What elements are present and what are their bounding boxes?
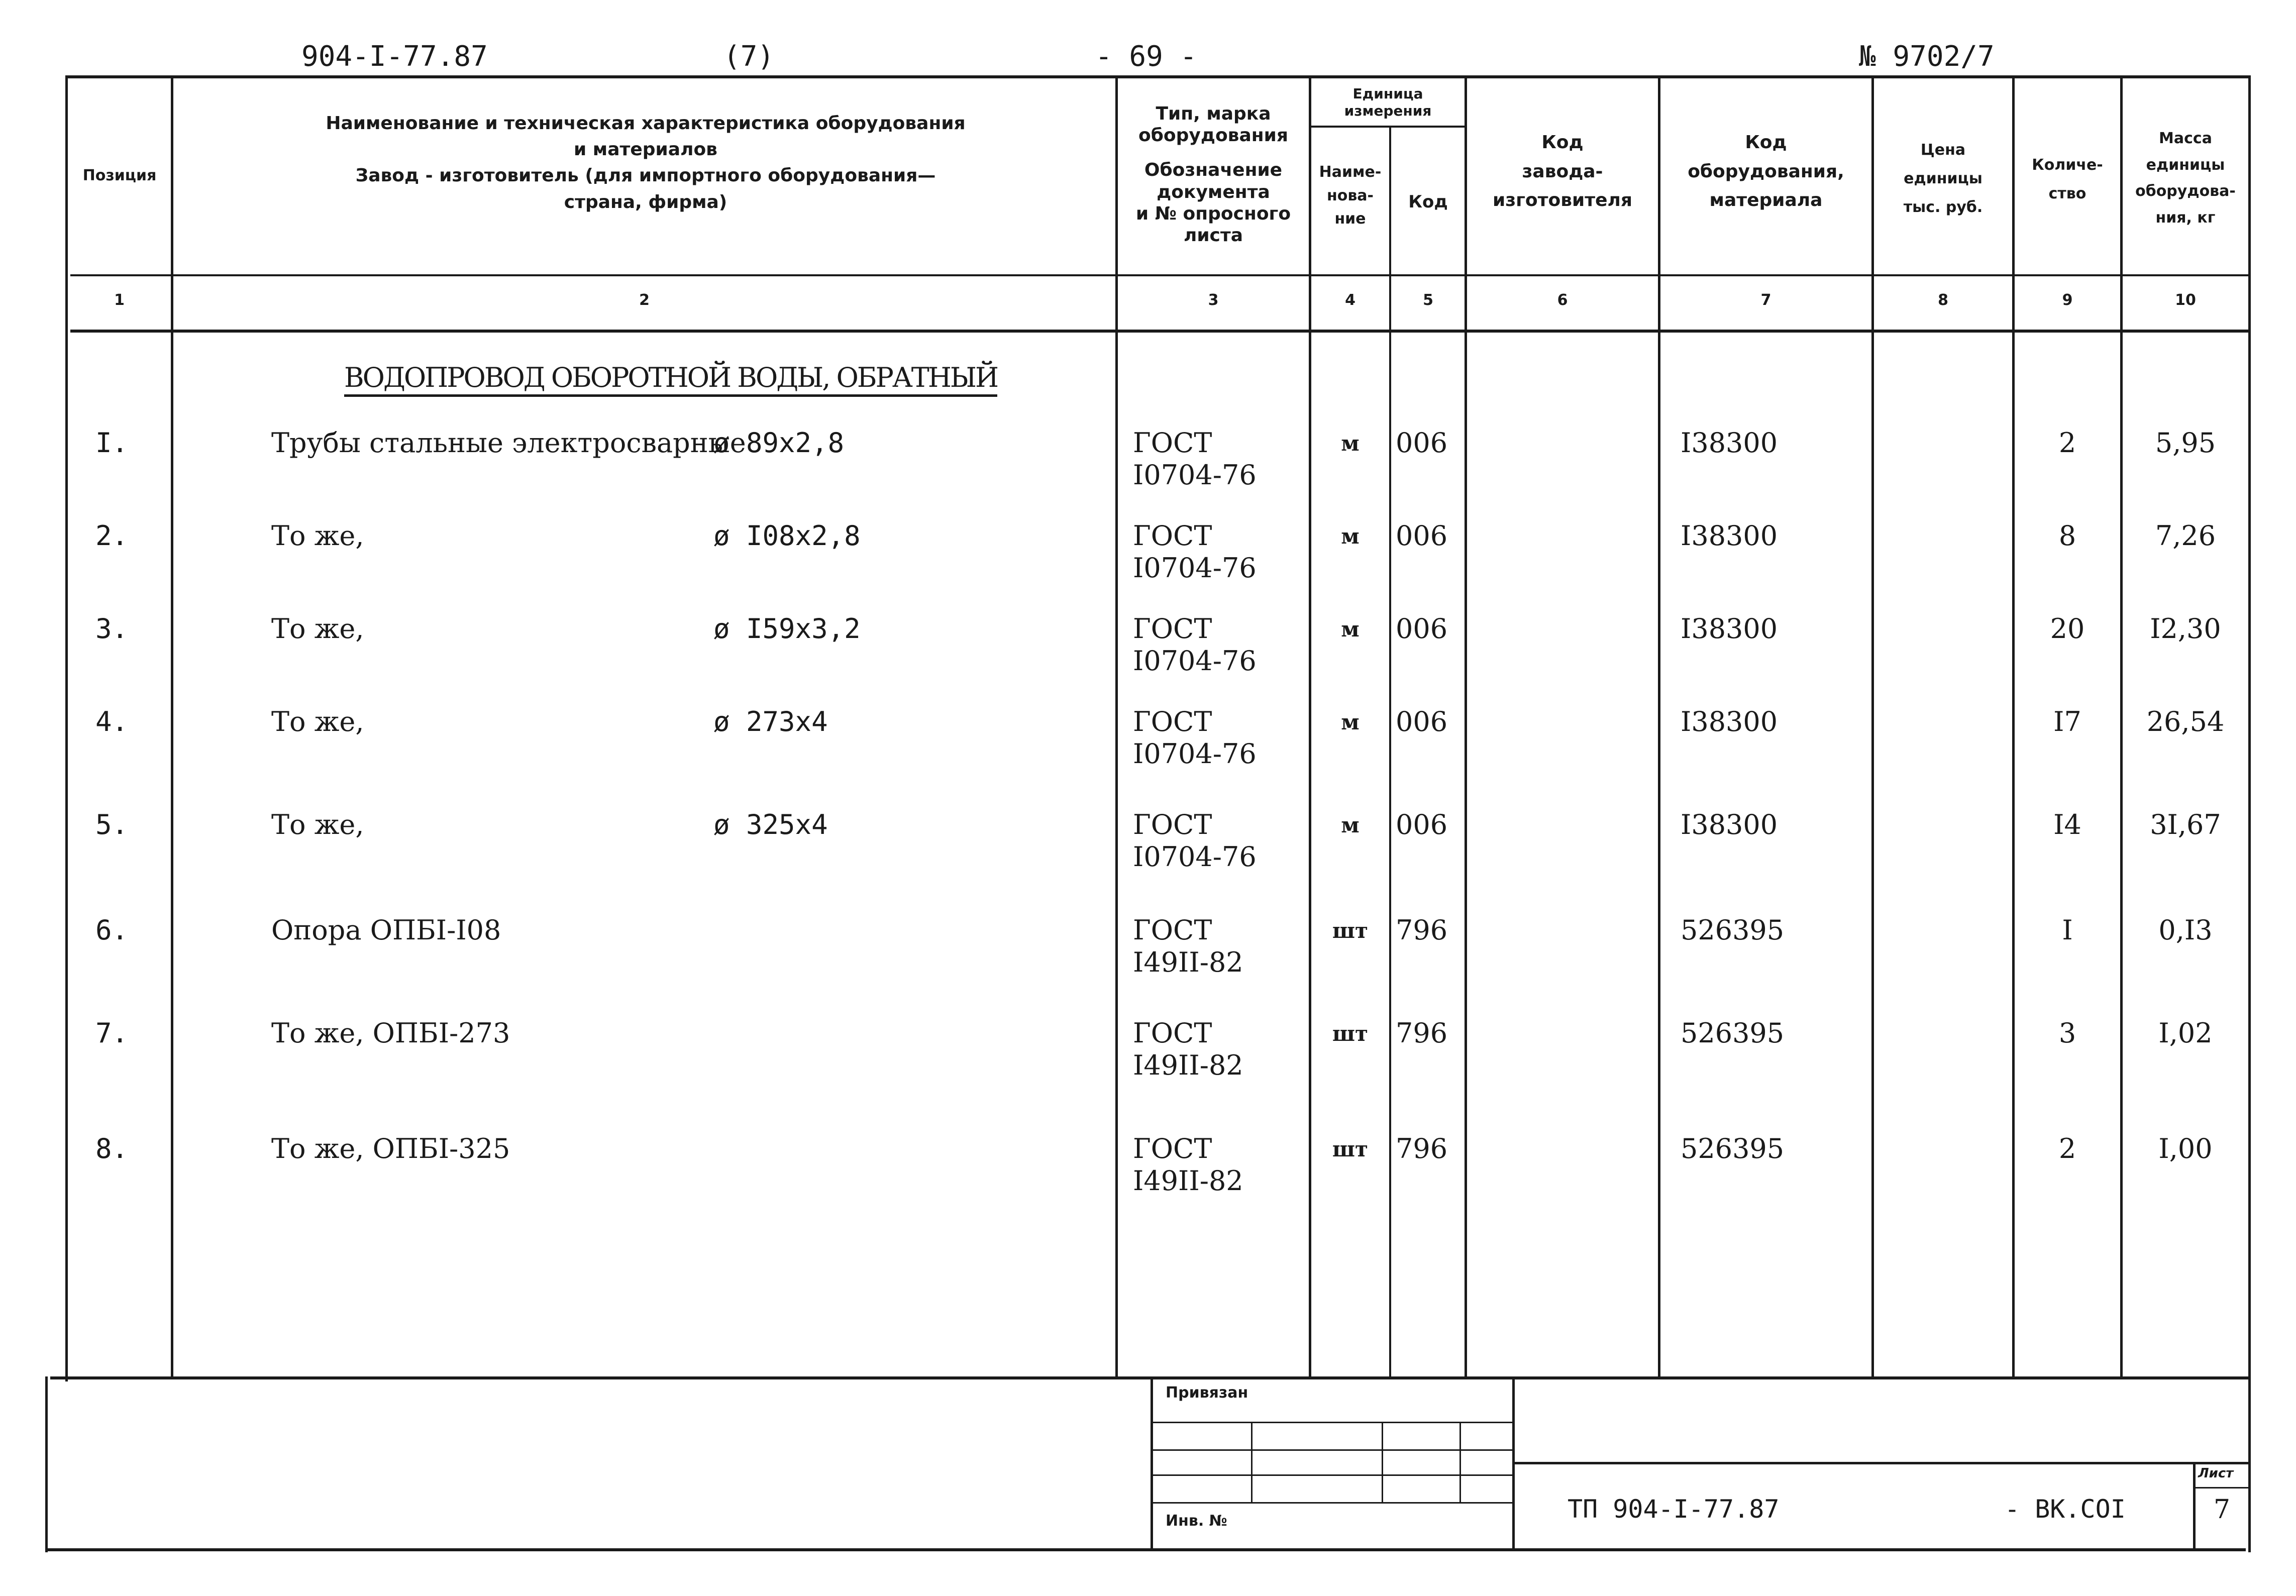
row-doc2: I49II-82 (1133, 1049, 1243, 1081)
row-doc1: ГОСТ (1133, 706, 1212, 737)
header-qty-line1: Количе- (2032, 156, 2103, 174)
row-ucode: 006 (1396, 520, 1448, 552)
row-mass: I,00 (2158, 1133, 2213, 1164)
stamp-inventory-label: Инв. № (1166, 1512, 1227, 1530)
row-doc1: ГОСТ (1133, 809, 1212, 840)
row-doc1: ГОСТ (1133, 613, 1212, 645)
row-pos: I. (95, 427, 129, 459)
header-equipment-code (1660, 128, 1871, 215)
header-unit (1311, 85, 1465, 119)
row-doc2: I0704-76 (1133, 459, 1257, 491)
row-qty: I (2062, 914, 2073, 946)
row-pos: 8. (95, 1133, 129, 1164)
header-mass (2123, 126, 2248, 231)
row-pos: 5. (95, 809, 129, 840)
section-number: (7) (723, 40, 775, 73)
row-name: Трубы стальные электросварные (271, 427, 746, 459)
header-type-line4: документа (1157, 181, 1270, 202)
header-mass-line3: оборудова- (2135, 182, 2236, 200)
header-price-line3: тыс. руб. (1903, 198, 1983, 216)
row-name: То же, (271, 809, 364, 840)
header-type-line6: листа (1183, 225, 1243, 246)
header-name-line4: страна, фирма) (564, 191, 727, 212)
row-doc2: I49II-82 (1133, 946, 1243, 978)
row-mass: 5,95 (2155, 427, 2216, 459)
row-dim: ø 89x2,8 (713, 427, 845, 459)
row-equip: I38300 (1681, 706, 1778, 737)
row-ucode: 796 (1396, 914, 1448, 946)
header-name-line3: Завод - изготовитель (для импортного оборудования— (355, 165, 936, 186)
row-unit: м (1341, 710, 1360, 734)
stamp-sheet-number: 7 (2213, 1495, 2231, 1525)
row-ucode: 006 (1396, 706, 1448, 737)
row-qty: 8 (2058, 520, 2076, 552)
stamp-suffix: - ВК.СОI (2005, 1495, 2126, 1524)
col-number-6: 6 (1557, 291, 1568, 309)
header-unit-name (1311, 161, 1389, 231)
col-number-8: 8 (1938, 291, 1948, 309)
row-mass: 7,26 (2155, 520, 2216, 552)
row-pos: 3. (95, 613, 129, 645)
row-name: То же, (271, 613, 364, 645)
doc-code: 904-I-77.87 (301, 40, 488, 73)
row-pos: 2. (95, 520, 129, 552)
row-doc2: I0704-76 (1133, 552, 1257, 584)
header-unit-name-line1: Наиме- (1319, 163, 1382, 181)
header-qty-line2: ство (2048, 185, 2086, 202)
header-type-line1: Тип, марка (1156, 103, 1271, 124)
row-unit: шт (1332, 1137, 1369, 1161)
row-qty: 2 (2058, 427, 2076, 459)
header-equip-line3: материала (1709, 190, 1823, 211)
row-doc1: ГОСТ (1133, 520, 1212, 552)
row-dim: ø 325x4 (713, 809, 828, 840)
registration-number: № 9702/7 (1859, 40, 1995, 73)
row-ucode: 006 (1396, 809, 1448, 840)
header-mfr-line1: Код (1541, 132, 1584, 153)
header-mass-line1: Масса (2159, 130, 2212, 147)
row-unit: м (1341, 813, 1360, 837)
row-name: То же, (271, 520, 364, 552)
row-unit: м (1341, 524, 1360, 549)
row-doc2: I0704-76 (1133, 738, 1257, 770)
row-doc1: ГОСТ (1133, 427, 1212, 459)
header-price-line1: Цена (1920, 141, 1966, 159)
row-doc1: ГОСТ (1133, 914, 1212, 946)
row-qty: 2 (2058, 1133, 2076, 1164)
header-mass-line4: ния, кг (2155, 208, 2216, 227)
row-pos: 7. (95, 1017, 129, 1049)
row-equip: I38300 (1681, 427, 1778, 459)
header-name-line2: и материалов (574, 139, 717, 160)
header-mfr-line2: завода- (1522, 161, 1603, 182)
row-mass: 26,54 (2146, 706, 2225, 737)
row-unit: шт (1332, 918, 1369, 943)
row-pos: 6. (95, 914, 129, 946)
row-equip: 526395 (1681, 914, 1785, 946)
row-name: То же, ОПБI-273 (271, 1017, 510, 1049)
stamp-sheet-label: Лист (2198, 1466, 2234, 1481)
stamp-attached-label: Привязан (1166, 1384, 1248, 1402)
header-name-line1: Наименование и техническая характеристика оборудования (326, 113, 966, 134)
header-unit-line1: Единица (1352, 85, 1423, 102)
col-number-9: 9 (2062, 291, 2073, 309)
header-position: Позиция (82, 167, 157, 184)
row-ucode: 796 (1396, 1133, 1448, 1164)
header-unit-code: Код (1408, 192, 1448, 212)
row-unit: шт (1332, 1021, 1369, 1046)
row-pos: 4. (95, 706, 129, 737)
row-doc1: ГОСТ (1133, 1133, 1212, 1164)
header-manufacturer-code (1467, 128, 1658, 215)
row-qty: I4 (2053, 809, 2081, 840)
header-mfr-line3: изготовителя (1492, 190, 1633, 211)
row-equip: 526395 (1681, 1017, 1785, 1049)
row-unit: м (1341, 431, 1360, 456)
col-number-4: 4 (1345, 291, 1355, 309)
header-price (1874, 136, 2012, 222)
header-unit-name-line3: ние (1334, 210, 1366, 228)
page-number: - 69 - (1095, 40, 1197, 73)
header-unit-name-line2: нова- (1326, 186, 1374, 204)
header-equip-line2: оборудования, (1688, 161, 1844, 182)
row-qty: I7 (2053, 706, 2081, 737)
row-doc2: I0704-76 (1133, 841, 1257, 873)
row-equip: I38300 (1681, 613, 1778, 645)
row-equip: I38300 (1681, 520, 1778, 552)
header-type-line2: оборудования (1138, 125, 1288, 146)
row-dim: ø I08x2,8 (713, 520, 861, 552)
header-name (176, 111, 1115, 216)
row-qty: 3 (2058, 1017, 2076, 1049)
row-qty: 20 (2050, 613, 2085, 645)
row-dim: ø I59x3,2 (713, 613, 861, 645)
header-type (1118, 103, 1309, 246)
header-price-line2: единицы (1904, 170, 1982, 187)
row-doc1: ГОСТ (1133, 1017, 1212, 1049)
header-type-line3: Обозначение (1144, 160, 1283, 181)
col-number-10: 10 (2175, 291, 2196, 309)
col-number-5: 5 (1423, 291, 1433, 309)
row-mass: 0,I3 (2158, 914, 2213, 946)
header-mass-line2: единицы (2146, 156, 2225, 174)
row-equip: I38300 (1681, 809, 1778, 840)
row-mass: I,02 (2158, 1017, 2213, 1049)
col-number-7: 7 (1760, 291, 1771, 309)
col-number-1: 1 (114, 291, 125, 309)
row-ucode: 006 (1396, 613, 1448, 645)
col-number-3: 3 (1208, 291, 1219, 309)
header-equip-line1: Код (1745, 132, 1787, 153)
row-ucode: 006 (1396, 427, 1448, 459)
header-quantity (2015, 151, 2120, 208)
row-mass: I2,30 (2150, 613, 2221, 645)
row-name: Опора ОПБI-I08 (271, 914, 501, 946)
header-type-line5: и № опросного (1135, 203, 1291, 224)
row-dim: ø 273x4 (713, 706, 828, 737)
col-number-2: 2 (639, 291, 650, 309)
row-unit: м (1341, 617, 1360, 642)
row-doc2: I0704-76 (1133, 645, 1257, 677)
row-name: То же, ОПБI-325 (271, 1133, 510, 1164)
stamp-project-code: ТП 904-I-77.87 (1568, 1495, 1780, 1524)
row-name: То же, (271, 706, 364, 737)
row-mass: 3I,67 (2150, 809, 2221, 840)
header-unit-line2: измерения (1344, 102, 1432, 119)
row-doc2: I49II-82 (1133, 1165, 1243, 1197)
section-title: ВОДОПРОВОД ОБОРОТНОЙ ВОДЫ, ОБРАТНЫЙ (344, 362, 997, 397)
row-equip: 526395 (1681, 1133, 1785, 1164)
row-ucode: 796 (1396, 1017, 1448, 1049)
